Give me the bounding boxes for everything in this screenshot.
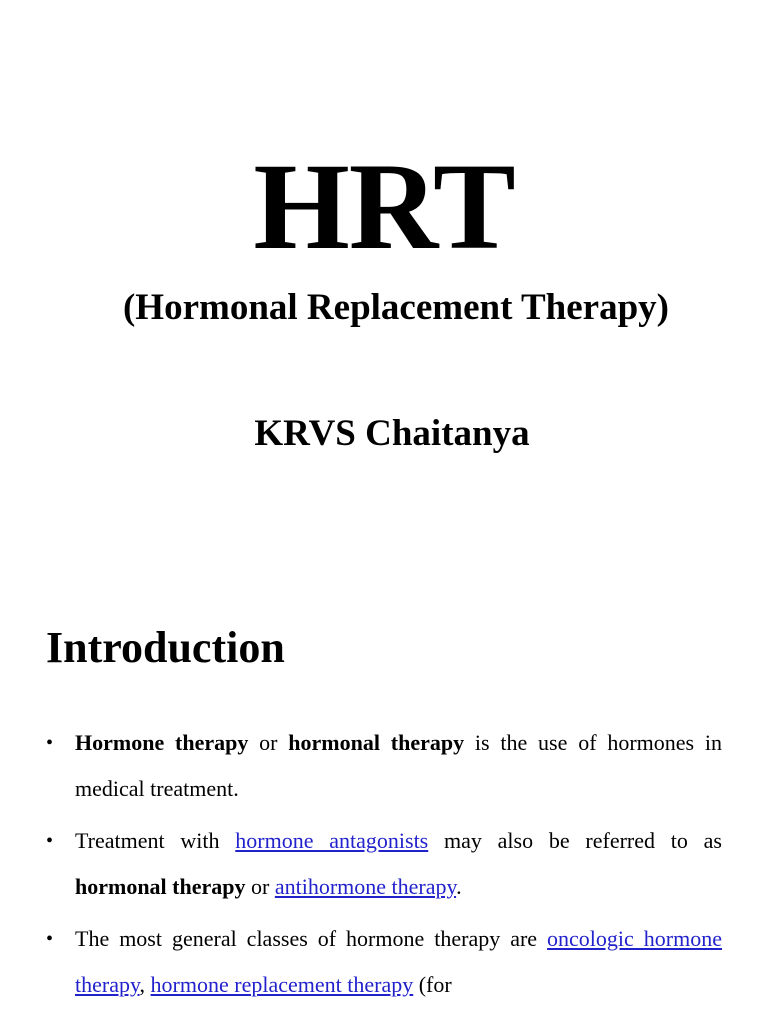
text-span: .	[456, 874, 462, 899]
bullet-marker: •	[46, 928, 54, 950]
bullet-item-1	[46, 720, 722, 812]
intro-bullet-list	[46, 720, 722, 1014]
text-span: or	[245, 874, 275, 899]
text-span: is the use of hormones in medical treatment.	[75, 730, 723, 801]
text-span: ,	[139, 972, 151, 997]
bold-term: hormonal therapy	[75, 874, 246, 899]
introduction-heading: Introduction	[46, 623, 285, 672]
text-span: or	[248, 730, 289, 755]
link-hormone-replacement-therapy[interactable]: hormone replacement therapy	[150, 972, 414, 997]
slide-title: HRT	[253, 138, 515, 275]
slide-subtitle: (Hormonal Replacement Therapy)	[122, 287, 670, 328]
text-span: (for	[413, 972, 452, 997]
bold-term: hormonal therapy	[288, 730, 465, 755]
text-span: Treatment with	[75, 828, 236, 853]
bullet-item-3	[46, 916, 722, 1008]
text-span: The most general classes of hormone therapy are	[75, 926, 548, 951]
link-hormone-antagonists[interactable]: hormone antagonists	[235, 828, 429, 853]
bullet-marker: •	[46, 732, 54, 754]
link-oncologic-hormone-therapy[interactable]: oncologic hormone therapy	[75, 926, 722, 997]
bullet-item-2	[46, 818, 722, 910]
link-antihormone-therapy[interactable]: antihormone therapy	[274, 874, 457, 899]
bullet-marker: •	[46, 830, 54, 852]
text-span: may also be referred to as	[428, 828, 722, 853]
bold-term: Hormone therapy	[75, 730, 249, 755]
author-name: KRVS Chaitanya	[254, 413, 530, 454]
